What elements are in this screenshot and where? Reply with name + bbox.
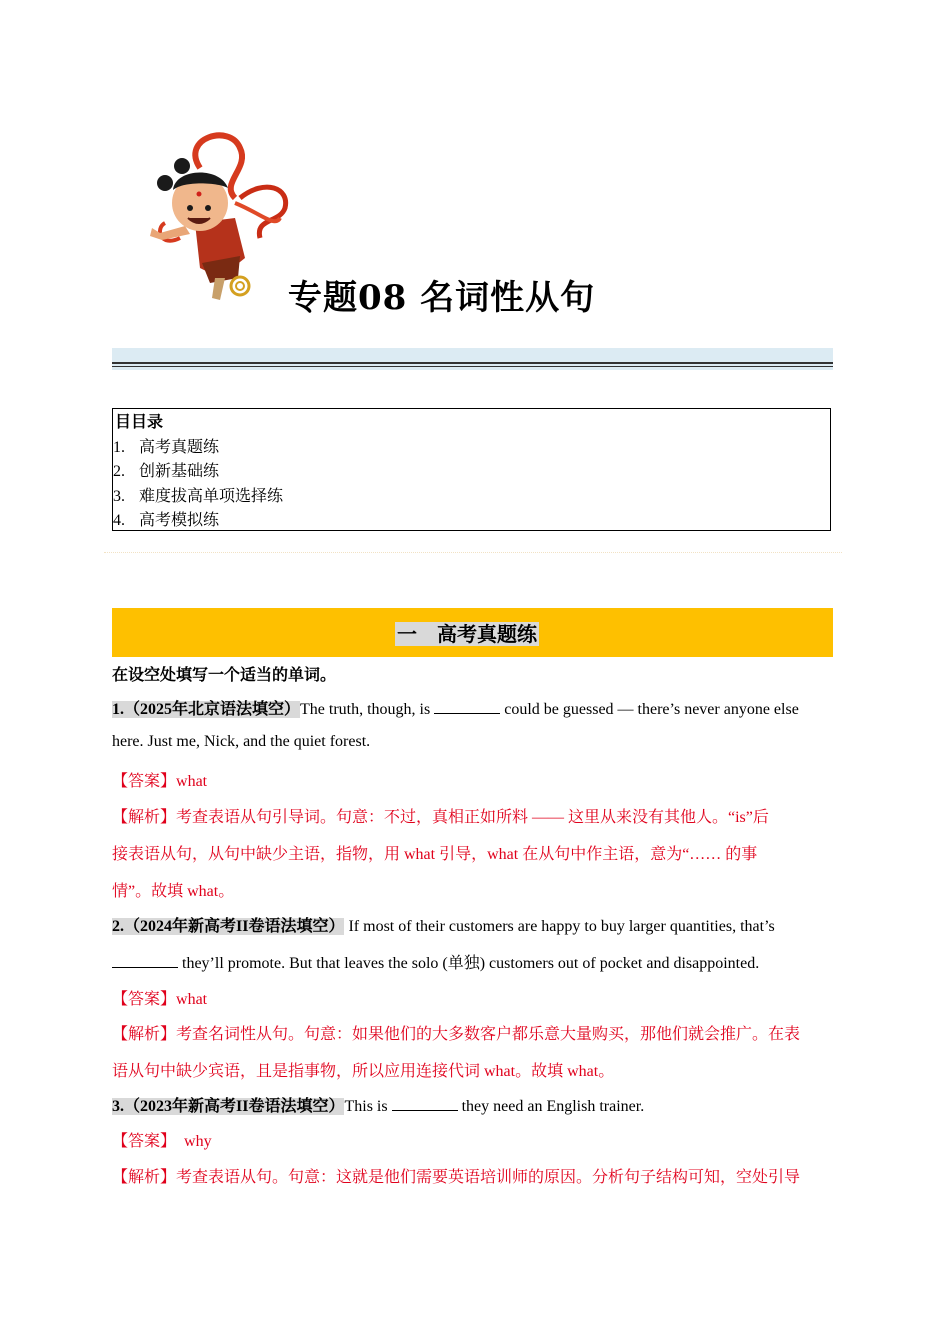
answer-blank: [112, 953, 178, 968]
toc-item-label: 难度拔高单项选择练: [139, 487, 284, 505]
toc-item[interactable]: [113, 436, 830, 461]
question-label: 1.（2025年北京语法填空）: [112, 701, 301, 718]
table-of-contents: [112, 408, 831, 531]
toc-item-label: 创新基础练: [139, 463, 220, 480]
analysis-line: 【解析】考查表语从句引导词。句意：不过，真相正如所料 —— 这里从来没有其他人。“is”后: [112, 809, 769, 826]
question-text-line: [112, 950, 836, 973]
toc-heading: 目目录: [115, 414, 164, 431]
answer-label: 【答案】: [112, 1133, 177, 1150]
section-header-bar: [112, 608, 833, 657]
analysis-line: 【解析】考查名词性从句。句意：如果他们的大多数客户都乐意大量购买，那他们就会推广。在表: [112, 1026, 801, 1043]
answer-line: [112, 986, 836, 1009]
answer-value: why: [176, 1133, 212, 1150]
divider-line: [112, 362, 833, 364]
toc-item-label: 高考真题练: [139, 438, 220, 456]
question-text: The truth, though, is: [300, 701, 435, 718]
answer-value: what: [176, 773, 208, 790]
answer-blank: [434, 699, 500, 714]
question-2: [112, 913, 836, 936]
question-3: [112, 1093, 836, 1116]
section-title: 一 高考真题练: [397, 622, 537, 646]
toc-item-number: 2.: [113, 463, 125, 480]
question-text: they’ll promote. But that leaves the solo (单独) customers out of pocket and disappointed.: [178, 955, 760, 972]
toc-item-number: 3.: [113, 487, 125, 505]
question-text: This is: [344, 1098, 392, 1115]
analysis-line: 接表语从句，从句中缺少主语，指物，用 what 引导，what 在从句中作主语，意为“…… 的事: [112, 846, 758, 863]
title-divider-banner: [112, 348, 833, 370]
toc-item[interactable]: [113, 509, 830, 534]
question-text: If most of their customers are happy to buy larger quantities, that’s: [344, 918, 775, 935]
question-label: 3.（2023年新高考II卷语法填空）: [112, 1098, 345, 1115]
divider-line: [112, 366, 833, 367]
question-1: [112, 696, 836, 719]
toc-item-number: 4.: [113, 512, 125, 529]
question-text: could be guessed — there’s never anyone else: [500, 701, 799, 718]
analysis-line: 【解析】考查表语从句。句意：这就是他们需要英语培训师的原因。分析句子结构可知，空处引导: [112, 1169, 801, 1186]
instruction-text: 在设空处填写一个适当的单词。: [112, 667, 337, 684]
mascot-illustration: [140, 128, 290, 308]
page-title: 专题08 名词性从句: [288, 278, 596, 318]
question-label: 2.（2024年新高考II卷语法填空）: [112, 918, 345, 935]
question-text: they need an English trainer.: [457, 1098, 645, 1115]
toc-item[interactable]: [113, 460, 830, 485]
toc-item-number: 1.: [113, 438, 125, 456]
answer-line: [112, 768, 836, 791]
question-text-line: here. Just me, Nick, and the quiet forest.: [112, 733, 371, 750]
answer-value: what: [176, 991, 208, 1008]
analysis-line: 语从句中缺少宾语，且是指事物，所以应用连接代词 what。故填 what。: [112, 1063, 615, 1080]
analysis-line: 情”。故填 what。: [112, 883, 235, 900]
answer-blank: [392, 1096, 458, 1111]
answer-label: 【答案】: [112, 773, 177, 790]
dotted-separator: [104, 552, 842, 553]
toc-item[interactable]: [113, 485, 830, 510]
toc-item-label: 高考模拟练: [139, 512, 220, 529]
answer-line: [112, 1128, 836, 1151]
answer-label: 【答案】: [112, 991, 177, 1008]
